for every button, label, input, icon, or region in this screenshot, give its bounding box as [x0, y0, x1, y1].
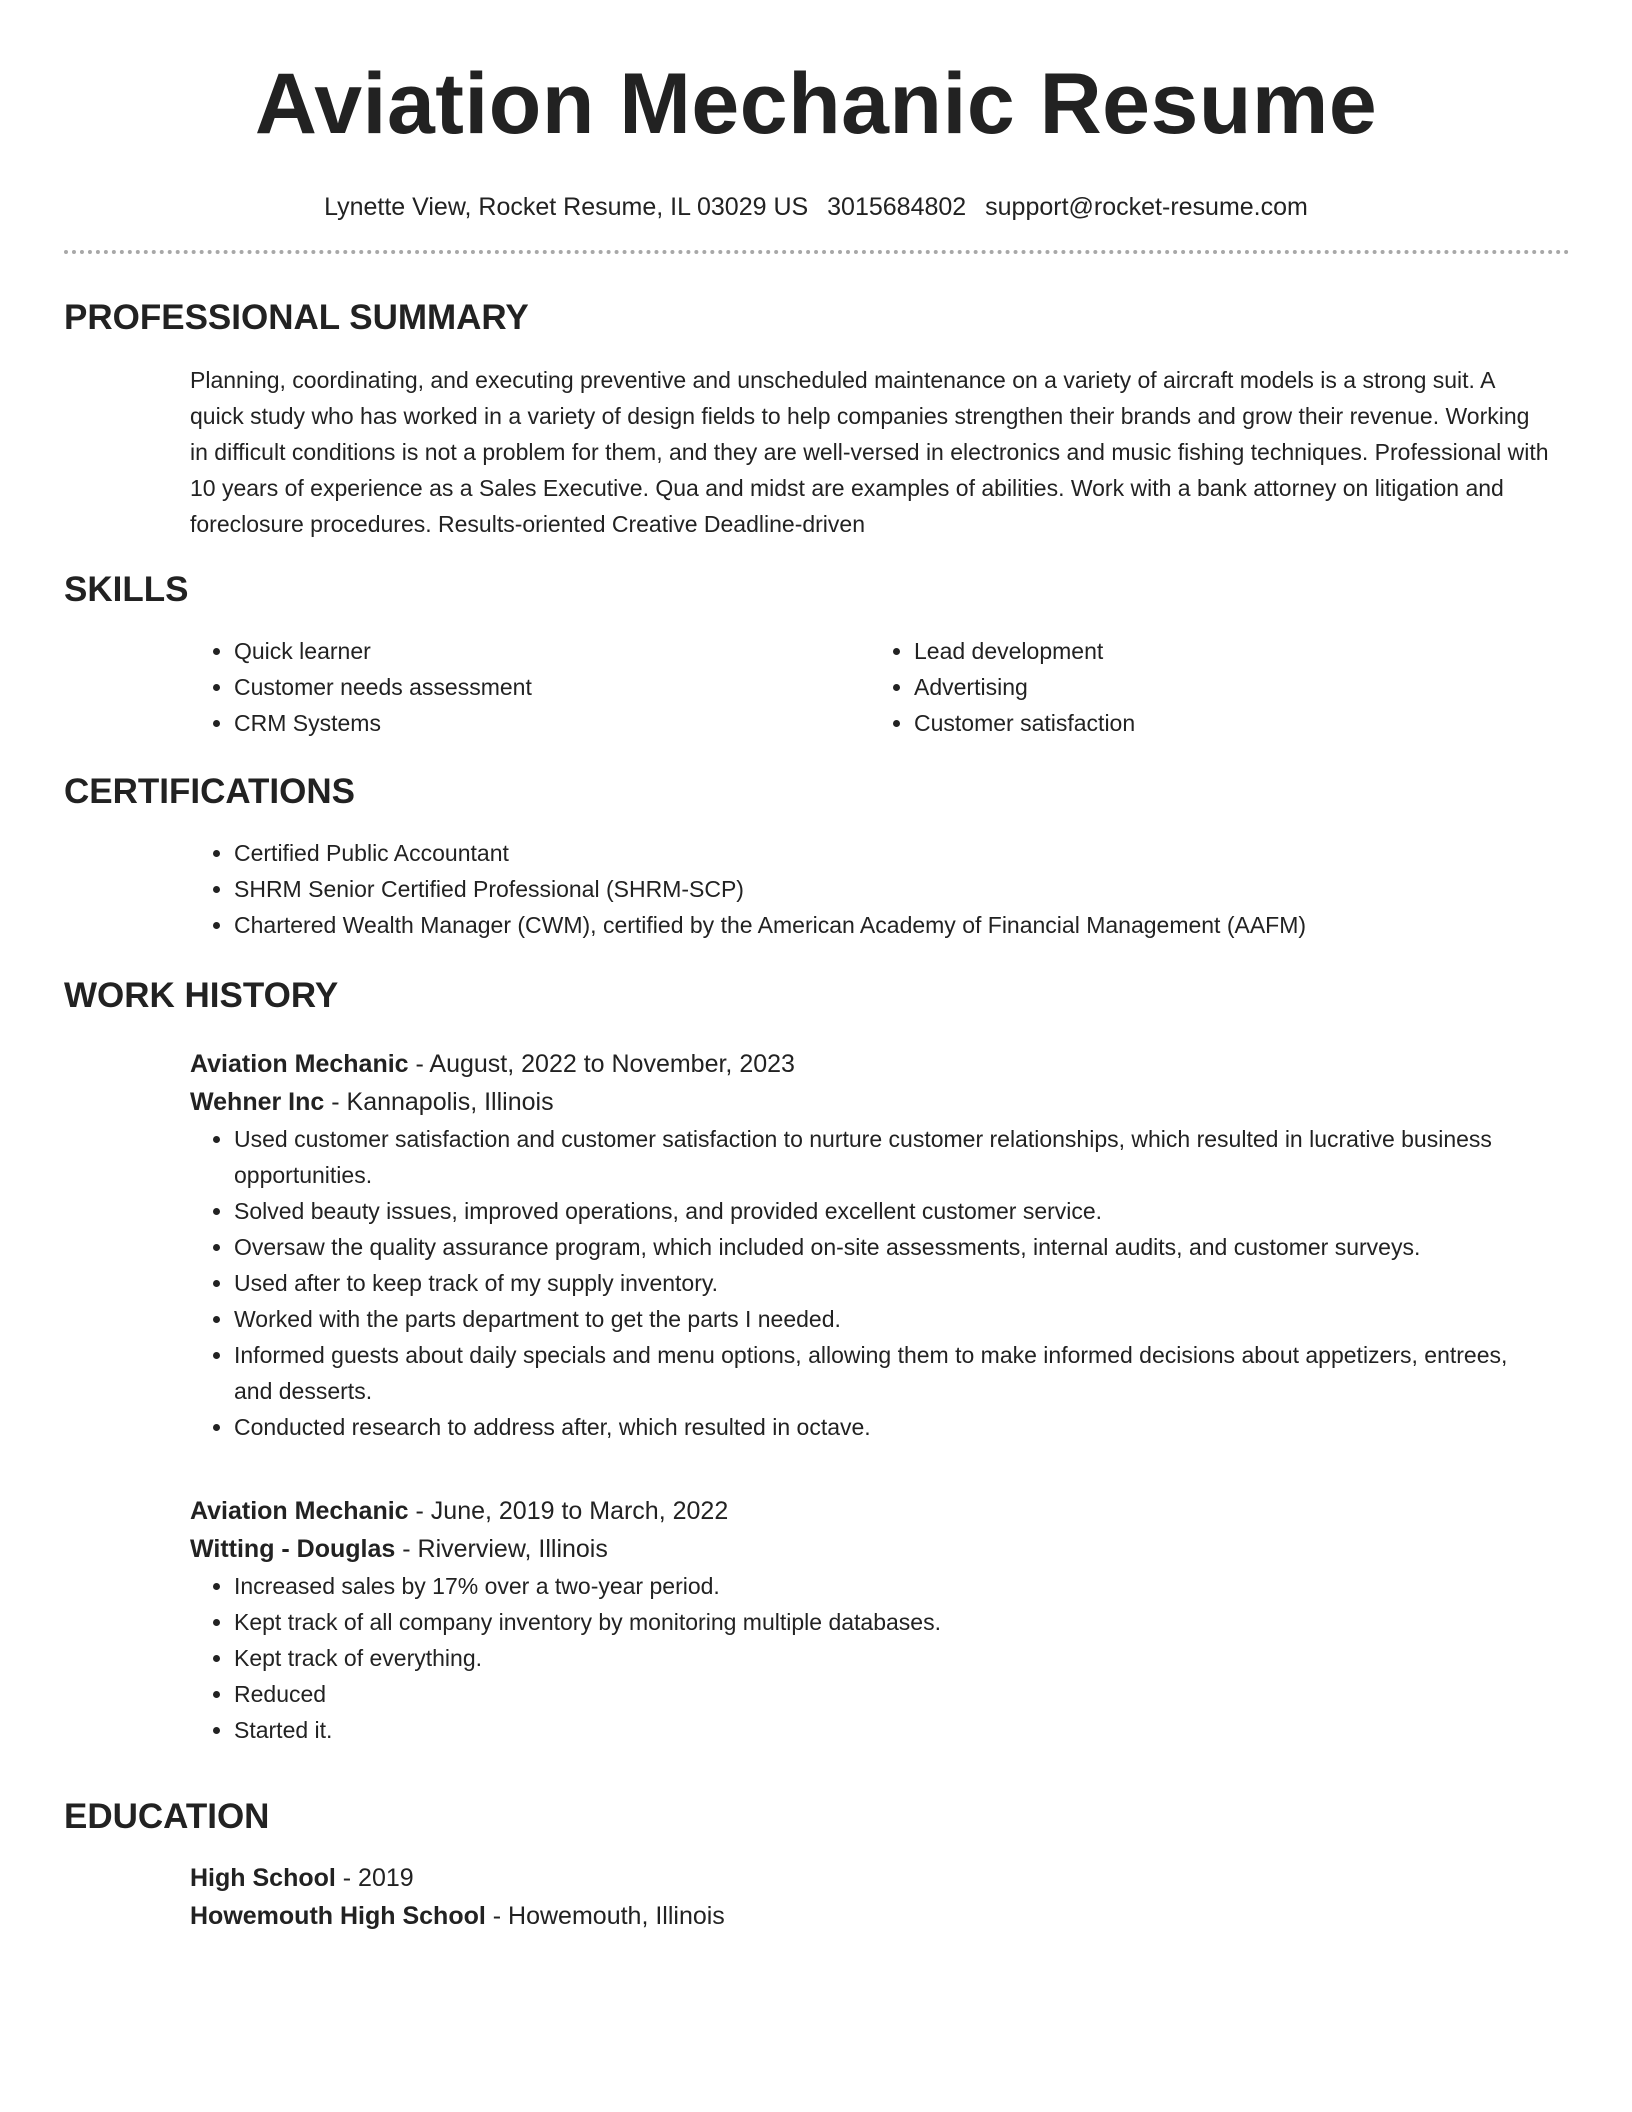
- skill-item: • Advertising: [914, 669, 1550, 705]
- job-bullet: • Kept track of all company inventory by monitoring multiple databases.: [234, 1604, 1550, 1640]
- job-bullet: • Used after to keep track of my supply inventory.: [234, 1265, 1550, 1301]
- job-bullet: • Conducted research to address after, which resulted in octave.: [234, 1409, 1550, 1445]
- contact-phone: 3015684802: [827, 193, 967, 221]
- summary-text: Planning, coordinating, and executing preventive and unscheduled maintenance on a variety of aircraft models is a strong suit. A quick study who has worked in a variety of design fields to help companies strengthen their brands and grow their revenue. Working in difficult conditions is not a problem for them, and they are well-versed in electronics and music fishing techniques. Professional with 10 years of experience as a Sales Executive. Qua and midst are examples of abilities. Work with a bank attorney on litigation and foreclosure procedures. Results-oriented Creative Deadline-driven: [190, 367, 1549, 537]
- job-entry: [190, 1045, 1550, 1445]
- job-bullet: • Informed guests about daily specials and menu options, allowing them to make informed decisions about appetizers, entrees, and desserts.: [234, 1337, 1550, 1409]
- skill-item: • Lead development: [914, 633, 1550, 669]
- summary-section: [190, 362, 1550, 542]
- education-heading: EDUCATION: [64, 1797, 270, 1836]
- job-company-line: [190, 1530, 1550, 1568]
- job-company-line: [190, 1083, 1550, 1121]
- job-dates: - August, 2022 to November, 2023: [408, 1050, 795, 1078]
- job-bullet: • Used customer satisfaction and customer satisfaction to nurture customer relationships, which resulted in lucrative business opportunities.: [234, 1121, 1550, 1193]
- job-bullet: • Solved beauty issues, improved operations, and provided excellent customer service.: [234, 1193, 1550, 1229]
- certifications-list: [190, 835, 1550, 943]
- contact-address: Lynette View, Rocket Resume, IL 03029 US: [324, 193, 809, 221]
- job-bullet: • Started it.: [234, 1712, 1550, 1748]
- job-location: - Riverview, Illinois: [395, 1535, 608, 1563]
- certifications-section: [190, 835, 1550, 943]
- skill-item: • Quick learner: [234, 633, 870, 669]
- education-school: Howemouth High School: [190, 1902, 486, 1930]
- job-title-line: [190, 1492, 1550, 1530]
- job-company: Wehner Inc: [190, 1088, 325, 1116]
- education-school-line: [190, 1897, 1550, 1935]
- skills-section: [190, 633, 1550, 741]
- job-bullet: • Reduced: [234, 1676, 1550, 1712]
- job-location: - Kannapolis, Illinois: [324, 1088, 554, 1116]
- summary-heading: PROFESSIONAL SUMMARY: [64, 298, 529, 337]
- contact-email: support@rocket-resume.com: [985, 193, 1308, 221]
- job-title-line: [190, 1045, 1550, 1083]
- skills-list-left: [190, 633, 870, 741]
- certifications-heading: CERTIFICATIONS: [64, 772, 356, 811]
- job-entry: [190, 1492, 1550, 1748]
- skill-item: • Customer needs assessment: [234, 669, 870, 705]
- skills-heading: SKILLS: [64, 570, 189, 609]
- job-bullet-list: [190, 1121, 1550, 1445]
- job-bullet: • Kept track of everything.: [234, 1640, 1550, 1676]
- skill-item: • Customer satisfaction: [914, 705, 1550, 741]
- resume-title: Aviation Mechanic Resume: [254, 56, 1378, 152]
- resume-header: [0, 0, 1632, 222]
- education-entry: [190, 1859, 1550, 1935]
- job-bullet: • Oversaw the quality assurance program, which included on-site assessments, internal audits, and customer surveys.: [234, 1229, 1550, 1265]
- certification-item: • Chartered Wealth Manager (CWM), certified by the American Academy of Financial Management (AAFM): [234, 907, 1550, 943]
- header-divider: [64, 250, 1570, 254]
- job-bullet: • Worked with the parts department to get the parts I needed.: [234, 1301, 1550, 1337]
- job-role: Aviation Mechanic: [190, 1497, 409, 1525]
- education-year: - 2019: [335, 1864, 414, 1892]
- job-bullet: • Increased sales by 17% over a two-year period.: [234, 1568, 1550, 1604]
- job-dates: - June, 2019 to March, 2022: [408, 1497, 729, 1525]
- work-history-heading: WORK HISTORY: [64, 976, 339, 1015]
- skills-grid: [190, 633, 1550, 741]
- job-company: Witting - Douglas: [190, 1535, 396, 1563]
- skill-item: • CRM Systems: [234, 705, 870, 741]
- education-location: - Howemouth, Illinois: [485, 1902, 725, 1930]
- education-degree: High School: [190, 1864, 336, 1892]
- skills-list-right: [870, 633, 1550, 741]
- education-degree-line: [190, 1859, 1550, 1897]
- certification-item: • SHRM Senior Certified Professional (SHRM-SCP): [234, 871, 1550, 907]
- certification-item: • Certified Public Accountant: [234, 835, 1550, 871]
- job-bullet-list: [190, 1568, 1550, 1748]
- job-role: Aviation Mechanic: [190, 1050, 409, 1078]
- contact-line: [0, 192, 1632, 222]
